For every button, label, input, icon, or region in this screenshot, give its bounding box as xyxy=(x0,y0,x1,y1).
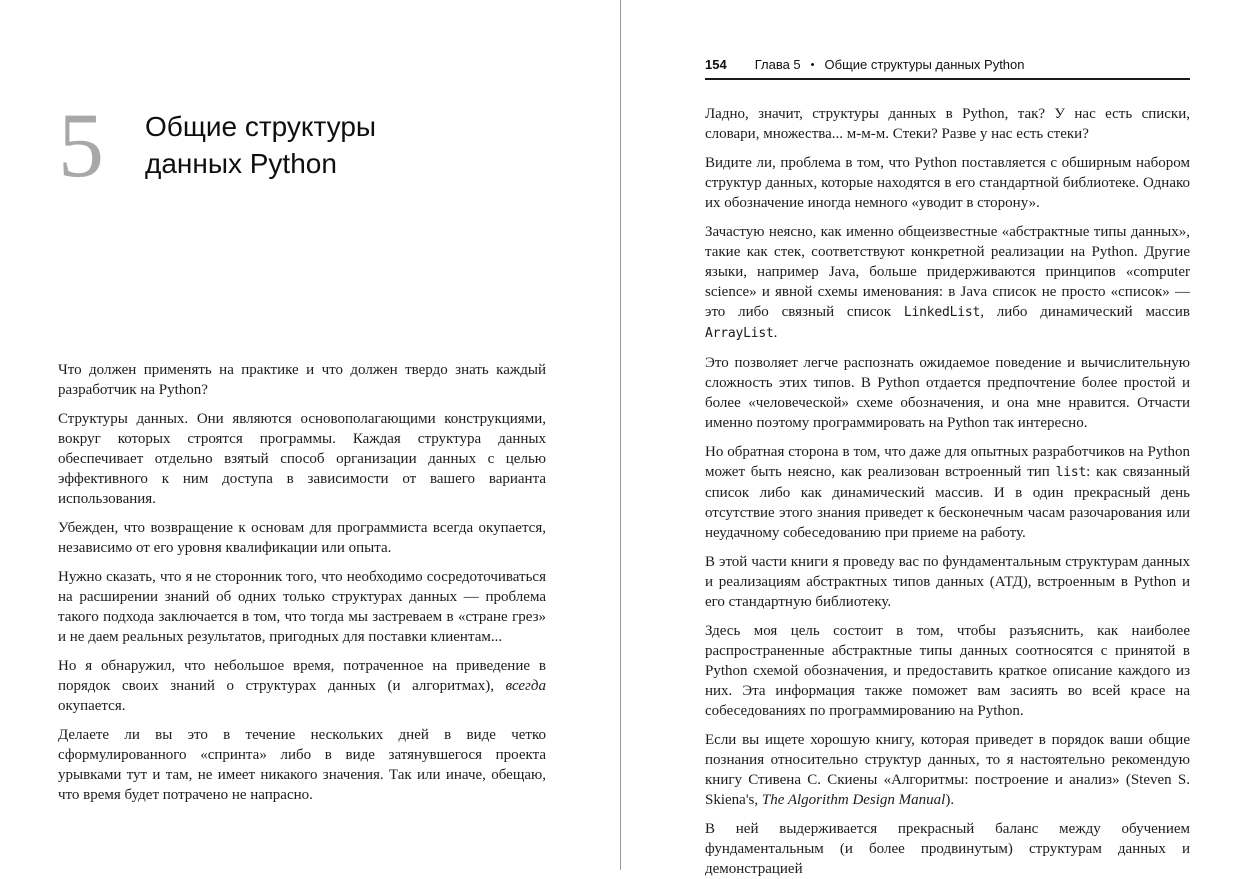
page-header xyxy=(705,57,1190,72)
emphasis-text: The Algorithm Design Manual xyxy=(761,792,946,808)
chapter-title-line: данных Python xyxy=(145,148,337,179)
body-paragraph: Это позволяет легче распознать ожидаемое поведение и вычислительную сложность этих типов. В Python отдается предпочтение более простой и более «человеческой» схеме обозначения, и она мне нравится. Отчасти именно поэтому программировать на Python так интересно. xyxy=(705,355,1190,431)
text-segment: Но обратная сторона в том, что даже для опытных разработчиков на Python может быть неясно, как реализован встроенный тип xyxy=(705,444,1190,480)
right-page-body xyxy=(705,104,1190,879)
text-segment: . xyxy=(773,325,778,341)
chapter-title-line: Общие структуры xyxy=(145,111,377,142)
header-rule xyxy=(705,78,1190,80)
left-page-body xyxy=(58,360,546,805)
right-page xyxy=(621,0,1241,877)
text-segment: окупается. xyxy=(58,698,126,714)
body-paragraph: Видите ли, проблема в том, что Python поставляется с обширным набором структур данных, которые находятся в его стандартной библиотеке. Однако их обозначение иногда немного «уводит в сторону». xyxy=(705,155,1190,211)
body-paragraph: В ней выдерживается прекрасный баланс между обучением фундаментальным (и более продвинутым) структурам данных и демонстрацией xyxy=(705,821,1190,877)
emphasis-text: всегда xyxy=(505,678,546,694)
body-paragraph: В этой части книги я проведу вас по фундаментальным структурам данных и реализациям абстрактных типов данных (АТД), встроенным в Python и его стандартную библиотеку. xyxy=(705,554,1190,610)
text-segment: Но я обнаружил, что небольшое время, потраченное на приведение в порядок своих знаний о структурах данных (и алгоритмах), xyxy=(58,658,546,694)
chapter-label: Глава 5 xyxy=(754,57,801,72)
running-title: Общие структуры данных Python xyxy=(824,57,1025,72)
body-paragraph xyxy=(705,222,1190,344)
page-number: 154 xyxy=(705,57,727,72)
body-paragraph: Здесь моя цель состоит в том, чтобы разъяснить, как наиболее распространенные абстрактные типы данных соотносятся с принятой в Python схемой обозначения, и предоставить краткое описание каждого из них. Эта информация также поможет вам засиять во всей красе на собеседованиях по программированию на Python. xyxy=(705,623,1190,719)
body-paragraph xyxy=(705,442,1190,543)
body-paragraph xyxy=(58,656,546,716)
body-paragraph: Что должен применять на практике и что должен твердо знать каждый разработчик на Python? xyxy=(58,362,546,398)
chapter-heading xyxy=(58,94,377,196)
inline-code: list xyxy=(1055,465,1087,480)
left-page xyxy=(0,0,620,870)
body-paragraph: Делаете ли вы это в течение нескольких дней в виде четко сформулированного «спринта» либо в виде затянувшегося проекта урывками тут и там, не имеет никакого значения. Так или иначе, обещаю, что время будет потрачено не напрасно. xyxy=(58,727,546,803)
text-segment: , либо динамический массив xyxy=(980,304,1190,320)
body-paragraph: Нужно сказать, что я не сторонник того, что необходимо сосредоточиваться на расширении знаний об одних только структурах данных — проблема такого подхода заключается в том, что тогда мы застреваем в «стране грез» и не даем реальных результатов, пригодных для поставки клиентам... xyxy=(58,569,546,645)
inline-code: LinkedList xyxy=(903,305,981,320)
body-paragraph: Ладно, значит, структуры данных в Python, так? У нас есть списки, словари, множества... м-м-м. Стеки? Разве у нас есть стеки? xyxy=(705,106,1190,142)
text-segment: ). xyxy=(945,792,955,808)
text-segment: Зачастую неясно, как именно общеизвестные «абстрактные типы данных», такие как стек, соответствуют конкретной реализации на Python. Другие языки, например Java, больше придерживаются принципов «computer science» и явной схемы именования: в Java список не просто «список» — это либо связный список xyxy=(705,224,1190,320)
text-segment: : как связанный список либо как динамический массив. И в один прекрасный день отсутствие этого знания приведет к бесконечным часам разочарования или неудачному собеседованию при приеме на работу. xyxy=(705,464,1190,541)
chapter-title xyxy=(145,106,376,182)
body-paragraph xyxy=(705,730,1190,810)
bullet-separator: • xyxy=(810,59,815,71)
inline-code: ArrayList xyxy=(705,326,774,341)
chapter-number: 5 xyxy=(58,94,104,196)
body-paragraph: Структуры данных. Они являются основополагающими конструкциями, вокруг которых строятся программы. Каждая структура данных обеспечивает отдельно взятый способ организации данных с целью эффективного к ним доступа в зависимости от вашего варианта использования. xyxy=(58,411,546,507)
body-paragraph: Убежден, что возвращение к основам для программиста всегда окупается, независимо от его уровня квалификации или опыта. xyxy=(58,520,546,556)
text-segment: Если вы ищете хорошую книгу, которая приведет в порядок ваши общие познания относительно структур данных, то я настоятельно рекомендую книгу Стивена С. Скиены «Алгоритмы: построение и анализ» (Steven S. Skiena's, xyxy=(705,732,1190,808)
